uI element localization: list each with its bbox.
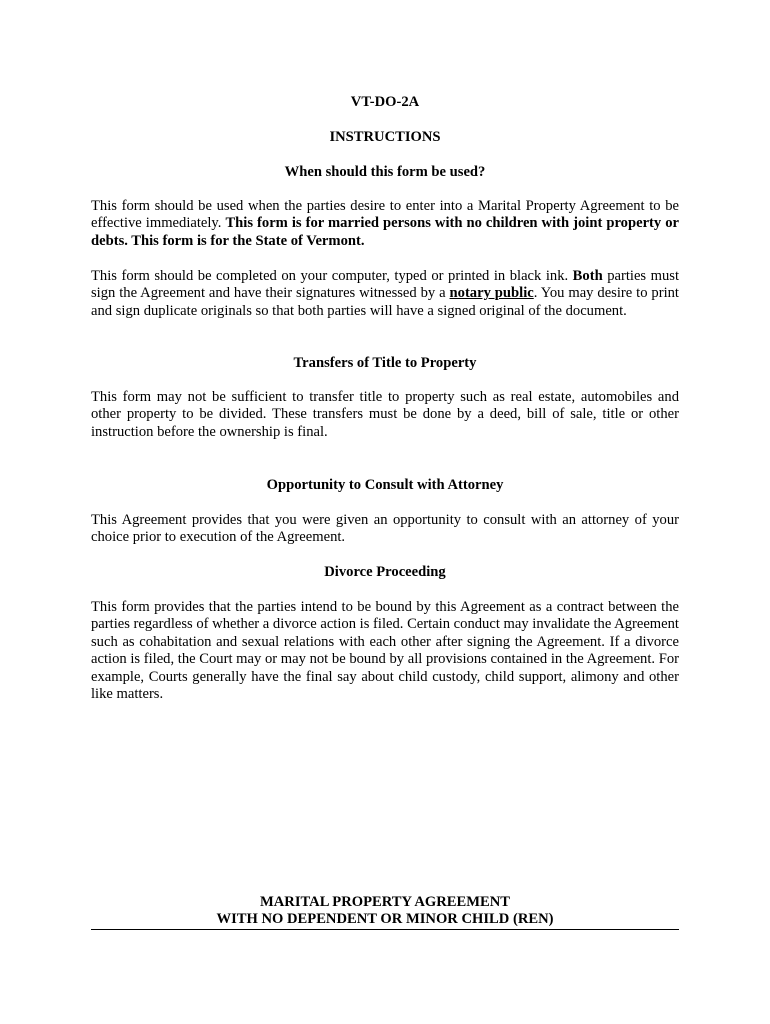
usage-bold-text: This form is for married persons with no children with joint property or debts. This form is for the State of Vermont.: [91, 215, 679, 249]
completion-paragraph: [91, 268, 679, 320]
agreement-title: [91, 894, 679, 929]
usage-text: This form should be used when the parties desire to enter into a Marital Property Agreement to be effective immediately.: [91, 198, 679, 232]
completion-text-c: parties must sign the Agreement and have their signatures witnessed by a: [91, 268, 679, 302]
attorney-paragraph: This Agreement provides that you were given an opportunity to consult with an attorney of your choice prior to execution of the Agreement.: [91, 512, 679, 546]
transfers-paragraph: This form may not be sufficient to transfer title to property such as real estate, automobiles and other property to be divided. These transfers must be done by a deed, bill of sale, title or other instruction before the ownership is final.: [91, 389, 679, 440]
usage-paragraph: [91, 198, 679, 250]
when-heading: When should this form be used?: [284, 164, 486, 180]
agreement-title-line1: MARITAL PROPERTY AGREEMENT: [259, 894, 511, 910]
agreement-title-line2: WITH NO DEPENDENT OR MINOR CHILD (REN): [216, 911, 554, 928]
completion-bold-both: Both: [572, 268, 603, 284]
attorney-heading: Opportunity to Consult with Attorney: [266, 477, 504, 493]
completion-text-e: . You may desire to print and sign duplicate originals so that both parties will have a signed original of the document.: [91, 285, 679, 319]
form-code: VT-DO-2A: [350, 94, 420, 110]
divorce-heading: Divorce Proceeding: [324, 564, 446, 580]
divorce-paragraph: This form provides that the parties intend to be bound by this Agreement as a contract between the parties regardless of whether a divorce action is filed. Certain conduct may invalidate the Agreement such as cohabitation and sexual relations with each other after signing the Agreement. If a divorce action is filed, the Court may or may not be bound by all provisions contained in the Agreement. For example, Courts generally have the final say about child custody, child support, alimony and other like matters.: [91, 599, 679, 703]
instructions-heading: INSTRUCTIONS: [329, 129, 441, 145]
completion-text-a: This form should be completed on your computer, typed or printed in black ink.: [91, 268, 573, 284]
footer-divider: [91, 929, 679, 930]
transfers-heading: Transfers of Title to Property: [293, 355, 477, 371]
notary-public-text: notary public: [449, 285, 534, 302]
